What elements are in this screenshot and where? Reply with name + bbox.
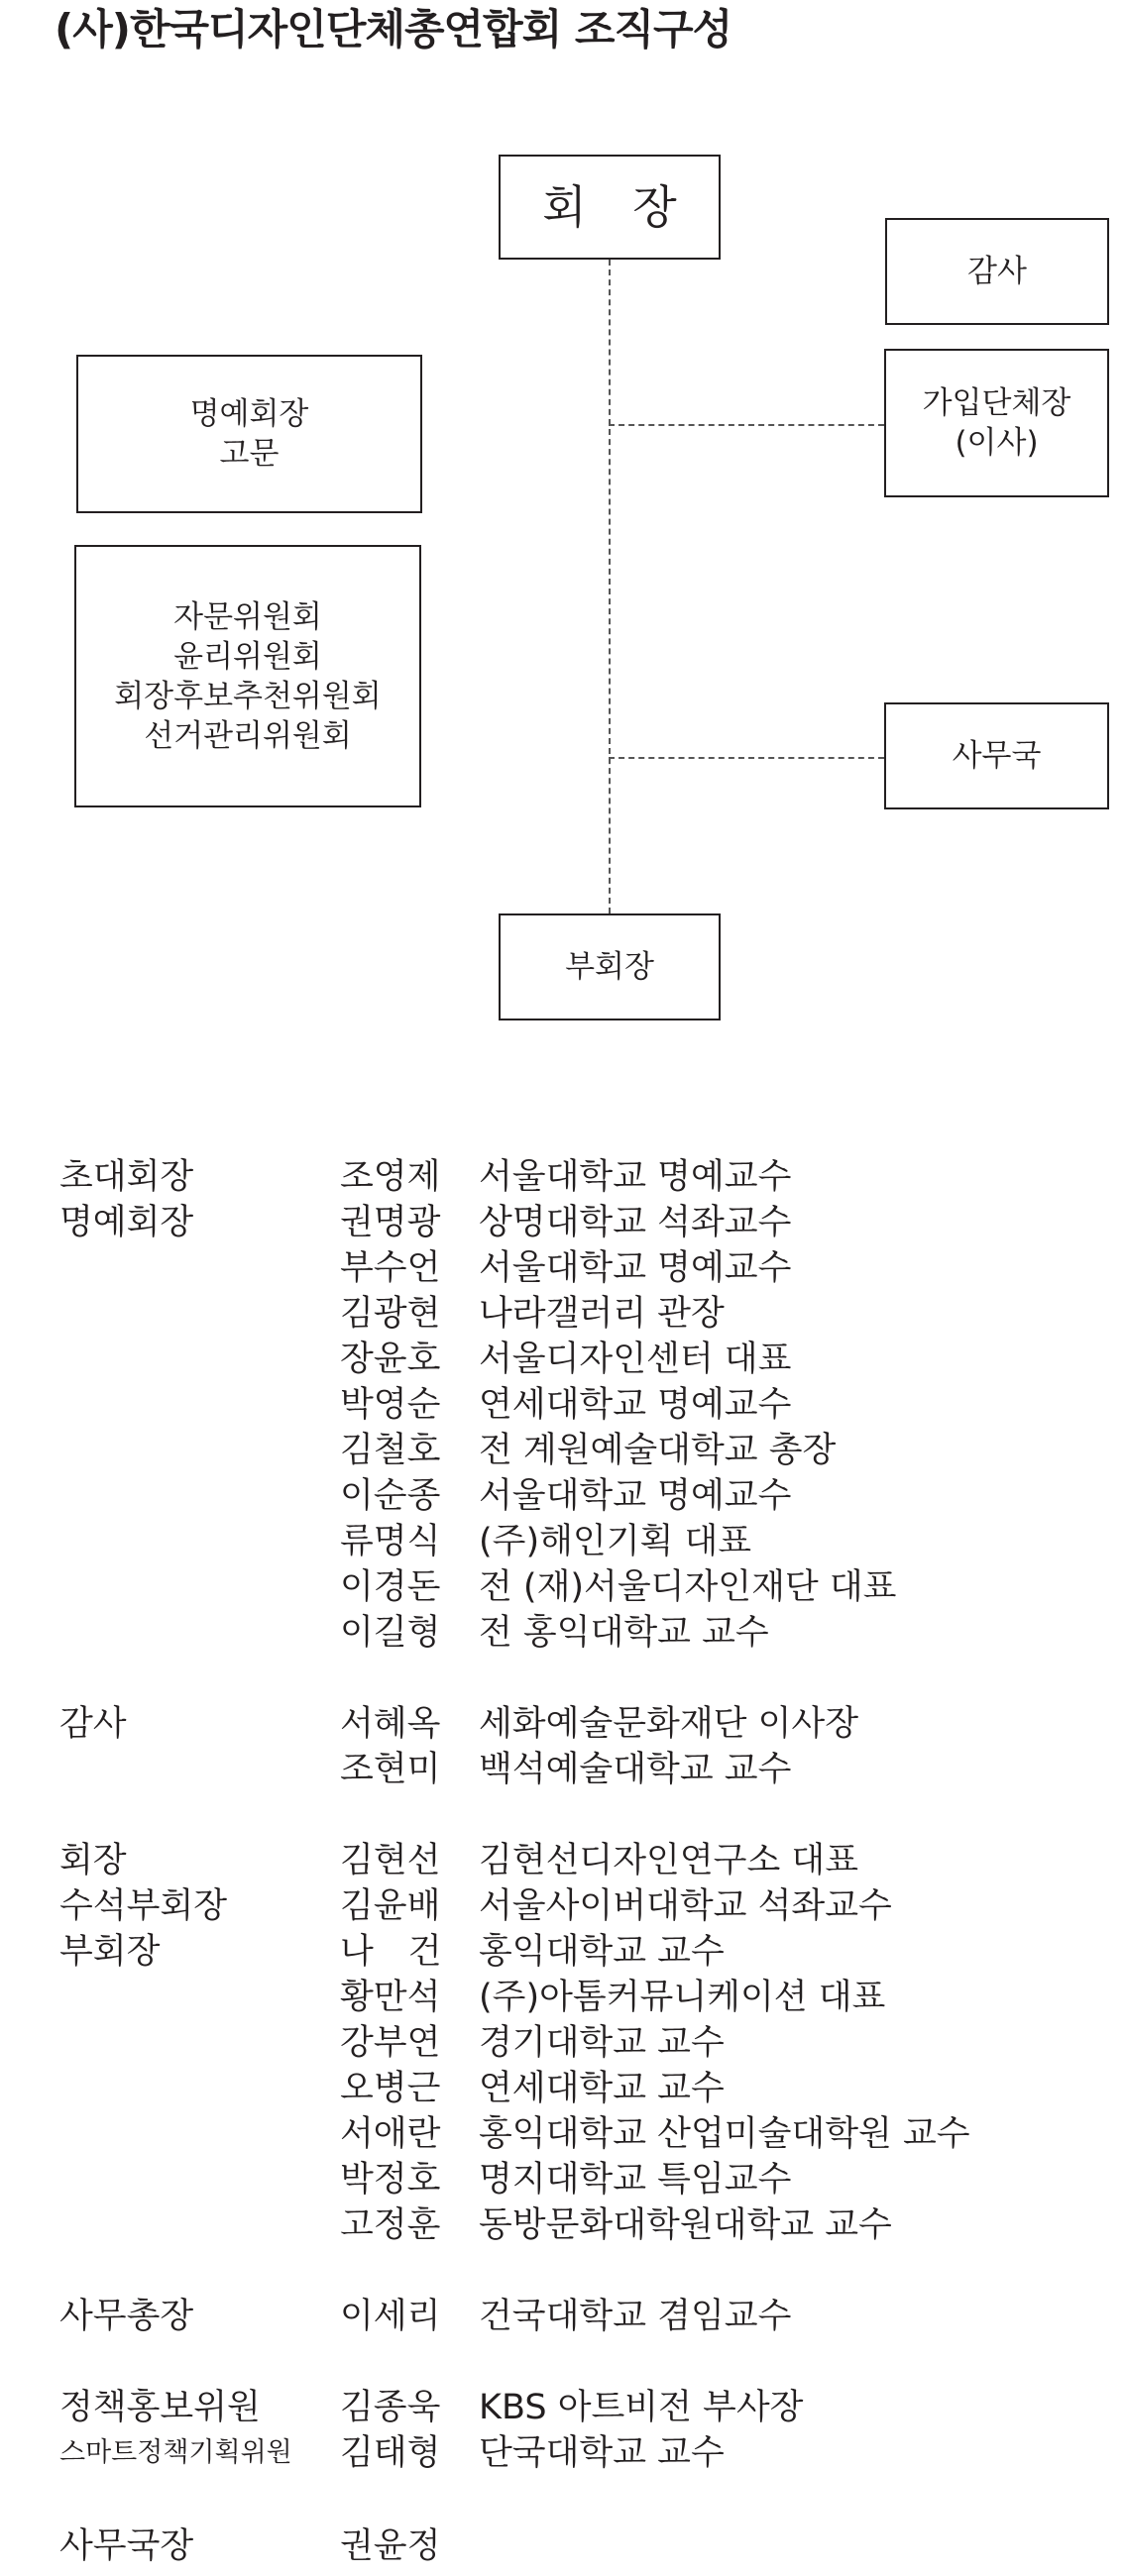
member-name: 강부연 xyxy=(340,2023,441,2063)
member-heads-sublabel: (이사) xyxy=(955,425,1039,461)
member-name: 이세리 xyxy=(340,2297,441,2336)
member-affiliation: 세화예술문화재단 이사장 xyxy=(479,1704,859,1744)
member-affiliation: 연세대학교 명예교수 xyxy=(479,1385,792,1425)
member-affiliation: 전 (재)서울디자인재단 대표 xyxy=(479,1567,897,1607)
member-name: 김광현 xyxy=(340,1294,441,1334)
member-name: 김철호 xyxy=(340,1431,441,1470)
page-title: (사)한국디자인단체총연합회 조직구성 xyxy=(55,5,732,54)
member-affiliation: 단국대학교 교수 xyxy=(479,2433,725,2473)
member-affiliation: 홍익대학교 산업미술대학원 교수 xyxy=(479,2114,970,2154)
member-affiliation: 건국대학교 겸임교수 xyxy=(479,2297,792,2336)
member-affiliation: 서울대학교 명예교수 xyxy=(479,1476,792,1516)
member-affiliation: (주)아톰커뮤니케이션 대표 xyxy=(479,1978,886,2017)
member-name: 박영순 xyxy=(340,1385,441,1425)
member-name: 고정훈 xyxy=(340,2205,441,2245)
member-affiliation: (주)해인기획 대표 xyxy=(479,1522,752,1561)
member-name: 박정호 xyxy=(340,2160,441,2200)
member-affiliation: 서울디자인센터 대표 xyxy=(479,1340,792,1379)
member-affiliation: 백석예술대학교 교수 xyxy=(479,1750,792,1789)
member-name: 류명식 xyxy=(340,1522,441,1561)
connector-secretariat xyxy=(609,757,884,759)
member-affiliation: 경기대학교 교수 xyxy=(479,2023,725,2063)
member-name: 권명광 xyxy=(340,1203,441,1242)
connector-member-heads xyxy=(609,424,884,426)
member-affiliation: 서울사이버대학교 석좌교수 xyxy=(479,1886,892,1926)
role-label: 사무국장 xyxy=(59,2526,194,2566)
honorary-box xyxy=(76,355,422,513)
member-name: 오병근 xyxy=(340,2069,441,2108)
committee-label: 선거관리위원회 xyxy=(144,717,352,754)
role-label: 회장 xyxy=(59,1841,127,1880)
vice-president-label: 부회장 xyxy=(565,949,654,985)
member-name: 황만석 xyxy=(340,1978,441,2017)
member-name: 이길형 xyxy=(340,1613,441,1653)
committee-label: 윤리위원회 xyxy=(173,638,322,675)
member-affiliation: 김현선디자인연구소 대표 xyxy=(479,1841,859,1880)
role-label: 명예회장 xyxy=(59,1203,194,1242)
member-affiliation: 서울대학교 명예교수 xyxy=(479,1248,792,1288)
president-box xyxy=(499,155,721,260)
member-affiliation: KBS 아트비전 부사장 xyxy=(479,2388,804,2427)
role-label: 사무총장 xyxy=(59,2297,194,2336)
member-heads-label: 가입단체장 xyxy=(922,385,1071,421)
role-label: 초대회장 xyxy=(59,1157,194,1197)
role-label: 감사 xyxy=(59,1704,127,1744)
role-label: 수석부회장 xyxy=(59,1886,228,1926)
role-label: 부회장 xyxy=(59,1932,161,1972)
member-affiliation: 상명대학교 석좌교수 xyxy=(479,1203,792,1242)
member-name: 나 건 xyxy=(340,1932,442,1972)
member-name: 권윤정 xyxy=(340,2526,441,2566)
member-affiliation: 전 계원예술대학교 총장 xyxy=(479,1431,837,1470)
honorary-label: 명예회장 xyxy=(189,396,309,432)
member-name: 김태형 xyxy=(340,2433,441,2473)
member-affiliation: 나라갤러리 관장 xyxy=(479,1294,725,1334)
secretariat-label: 사무국 xyxy=(952,738,1042,774)
secretariat-box xyxy=(884,702,1109,809)
member-name: 김현선 xyxy=(340,1841,441,1880)
advisor-label: 고문 xyxy=(219,436,280,472)
member-name: 조현미 xyxy=(340,1750,441,1789)
member-affiliation: 서울대학교 명예교수 xyxy=(479,1157,792,1197)
member-name: 서애란 xyxy=(340,2114,441,2154)
committees-box xyxy=(74,545,421,807)
member-affiliation: 연세대학교 교수 xyxy=(479,2069,725,2108)
member-affiliation: 홍익대학교 교수 xyxy=(479,1932,725,1972)
member-affiliation: 명지대학교 특임교수 xyxy=(479,2160,792,2200)
member-name: 김종욱 xyxy=(340,2388,441,2427)
auditor-label: 감사 xyxy=(967,254,1027,289)
member-affiliation: 동방문화대학원대학교 교수 xyxy=(479,2205,892,2245)
president-label: 회 장 xyxy=(542,180,693,234)
member-name: 부수언 xyxy=(340,1248,441,1288)
member-name: 이경돈 xyxy=(340,1567,441,1607)
committee-label: 회장후보추천위원회 xyxy=(114,678,382,714)
member-heads-box xyxy=(884,349,1109,497)
role-label: 정책홍보위원 xyxy=(59,2388,261,2427)
member-name: 서혜옥 xyxy=(340,1704,441,1744)
member-name: 장윤호 xyxy=(340,1340,441,1379)
connector-vertical xyxy=(609,260,611,913)
member-name: 조영제 xyxy=(340,1157,441,1197)
role-label: 스마트정책기획위원 xyxy=(59,2437,292,2468)
vice-president-box xyxy=(499,913,721,1020)
member-name: 이순종 xyxy=(340,1476,441,1516)
auditor-box xyxy=(885,218,1109,325)
member-affiliation: 전 홍익대학교 교수 xyxy=(479,1613,769,1653)
committee-label: 자문위원회 xyxy=(173,598,322,635)
member-name: 김윤배 xyxy=(340,1886,441,1926)
